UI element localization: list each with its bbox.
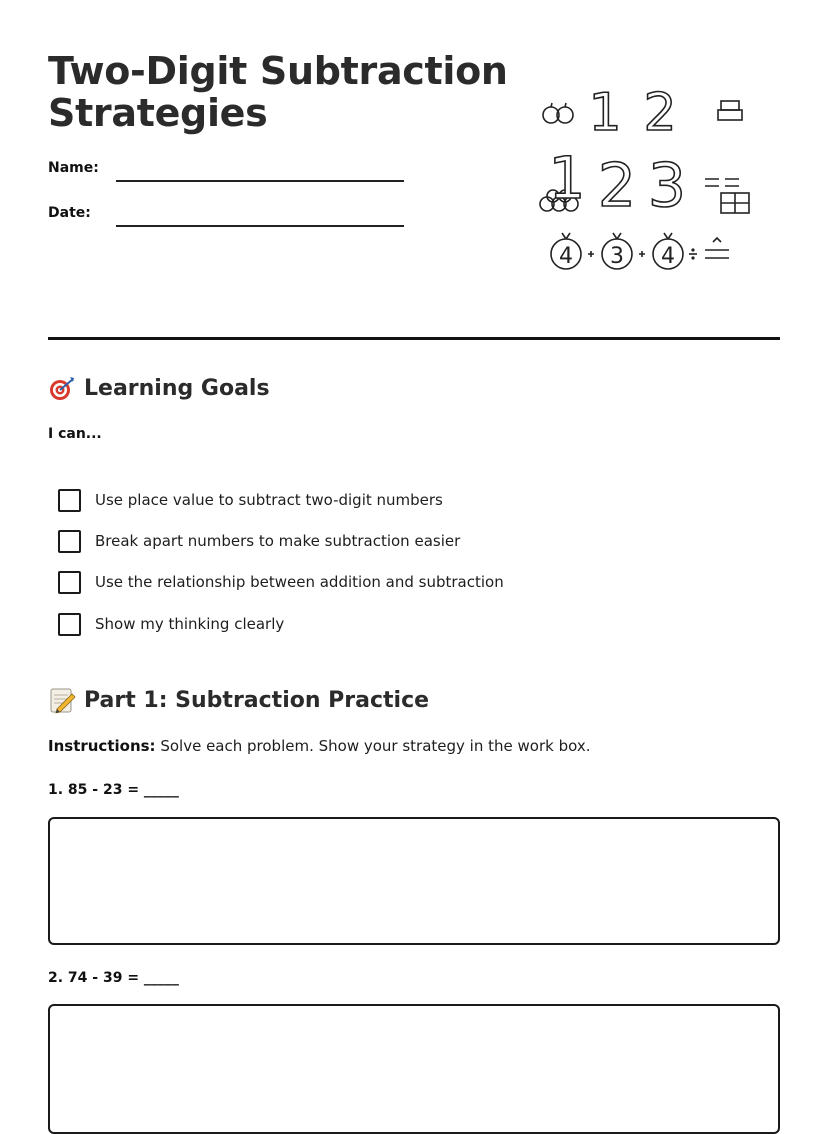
goal-item[interactable] xyxy=(58,529,460,553)
name-label: Name: xyxy=(48,160,99,176)
work-box[interactable] xyxy=(48,1004,780,1134)
target-icon xyxy=(48,374,76,402)
goal-label: Use place value to subtract two-digit numbers xyxy=(95,491,443,509)
number-fruit-clipart xyxy=(535,78,755,274)
goal-item[interactable] xyxy=(58,612,284,636)
goal-label: Show my thinking clearly xyxy=(95,615,285,633)
work-box[interactable] xyxy=(48,817,780,945)
section-divider xyxy=(48,337,780,340)
goal-item[interactable] xyxy=(58,488,443,512)
clipart-digit: 4 xyxy=(559,244,573,269)
clipart-digit: 4 xyxy=(661,244,675,269)
apple-digits-row xyxy=(551,233,729,269)
problem-label: 1. 85 - 23 = _____ xyxy=(48,782,179,798)
instructions-label: Instructions: xyxy=(48,737,156,755)
clipart-digit: 1 xyxy=(588,83,622,143)
pencil-memo-icon xyxy=(48,686,76,714)
page-title: Two-Digit Subtraction Strategies xyxy=(48,49,508,135)
part1-heading-text: Part 1: Subtraction Practice xyxy=(84,687,430,713)
goal-label: Break apart numbers to make subtraction easier xyxy=(95,532,461,550)
goal-checkbox[interactable] xyxy=(58,530,81,553)
name-line[interactable] xyxy=(116,180,404,182)
date-line[interactable] xyxy=(116,225,404,227)
blocks-icon xyxy=(718,101,742,120)
part1-heading xyxy=(48,686,429,714)
goal-item[interactable] xyxy=(58,570,504,594)
clipart-digit: 3 xyxy=(647,151,687,221)
apples-icon xyxy=(543,103,573,123)
clipart-digit: 2 xyxy=(597,151,637,221)
problem-label: 2. 74 - 39 = _____ xyxy=(48,970,179,986)
instructions-text: Solve each problem. Show your strategy in the work box. xyxy=(155,737,591,755)
learning-goals-heading-text: Learning Goals xyxy=(84,375,270,401)
date-label: Date: xyxy=(48,205,91,221)
instructions xyxy=(48,737,590,755)
clipart-digit: 1 xyxy=(548,144,586,212)
goal-checkbox[interactable] xyxy=(58,571,81,594)
goal-checkbox[interactable] xyxy=(58,613,81,636)
i-can-intro: I can... xyxy=(48,426,102,442)
learning-goals-heading xyxy=(48,374,270,402)
goal-label: Use the relationship between addition and subtraction xyxy=(95,573,504,591)
goal-checkbox[interactable] xyxy=(58,489,81,512)
clipart-digit: 2 xyxy=(643,83,677,143)
clipart-digit: 3 xyxy=(610,244,624,269)
equals-blocks-icon xyxy=(705,179,749,213)
